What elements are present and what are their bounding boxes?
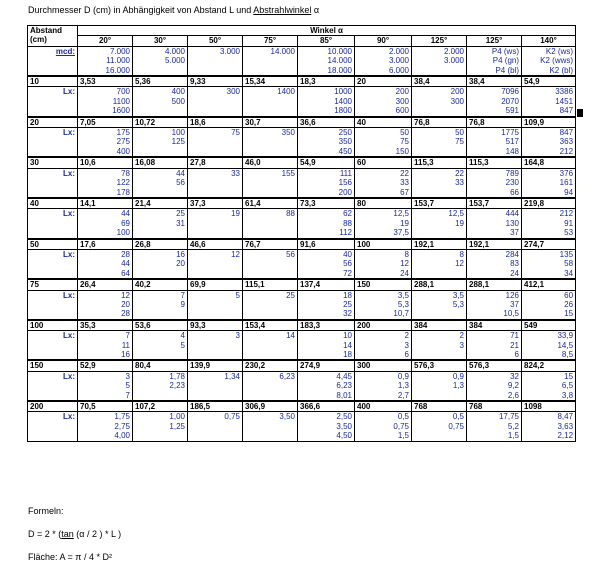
lx-label: Lx: xyxy=(28,290,78,320)
diameter-value: 10,72 xyxy=(133,117,188,128)
lux-value: 126 37 10,5 xyxy=(467,290,522,320)
diameter-value: 20 xyxy=(355,76,412,87)
lx-label: Lx: xyxy=(28,371,78,401)
title-link: Abstrahlwinkel xyxy=(253,5,312,15)
diameter-value: 18,3 xyxy=(298,76,355,87)
diameter-value: 549 xyxy=(522,320,576,331)
lx-label: Lx: xyxy=(28,412,78,441)
distance-label: 150 xyxy=(28,360,78,371)
diameter-formula-suffix: (α / 2 ) * L ) xyxy=(73,529,122,539)
diameter-value: 91,6 xyxy=(298,239,355,250)
diameter-value: 80 xyxy=(355,198,412,209)
diameter-value: 200 xyxy=(355,320,412,331)
diameter-value: 80,4 xyxy=(133,360,188,371)
diameter-value: 76,7 xyxy=(243,239,298,250)
lux-value: 175 275 400 xyxy=(78,128,133,158)
abstand-header: Abstand (cm) xyxy=(28,26,78,47)
winkel-header: Winkel α xyxy=(78,26,576,36)
diameter-value: 54,9 xyxy=(522,76,576,87)
distance-row xyxy=(28,320,576,331)
diameter-value: 40,2 xyxy=(133,279,188,290)
diameter-value: 15,34 xyxy=(243,76,298,87)
diameter-value: 3,53 xyxy=(78,76,133,87)
distance-label: 20 xyxy=(28,117,78,128)
diameter-value: 824,2 xyxy=(522,360,576,371)
distance-row xyxy=(28,279,576,290)
diameter-value: 46,6 xyxy=(188,239,243,250)
lux-value: 22 33 xyxy=(412,168,467,198)
lx-label: Lx: xyxy=(28,168,78,198)
mcd-value: P4 (ws) P4 (gn) P4 (bl) xyxy=(467,46,522,76)
lux-value: 18 25 32 xyxy=(298,290,355,320)
lux-value: 400 500 xyxy=(133,87,188,117)
diameter-value: 17,6 xyxy=(78,239,133,250)
lux-value: 44 69 100 xyxy=(78,209,133,239)
diameter-value: 60 xyxy=(355,157,412,168)
lux-value: 4,45 6,23 8,01 xyxy=(298,371,355,401)
diameter-value: 40 xyxy=(355,117,412,128)
diameter-value: 153,4 xyxy=(243,320,298,331)
lux-value: 8 12 xyxy=(412,249,467,279)
diameter-value: 76,8 xyxy=(412,117,467,128)
diameter-value: 768 xyxy=(412,401,467,412)
tan-word: tan xyxy=(61,529,74,539)
diameter-value: 53,6 xyxy=(133,320,188,331)
lux-value: 200 300 600 xyxy=(355,87,412,117)
lux-value: 14 xyxy=(243,331,298,361)
diameter-value: 73,3 xyxy=(298,198,355,209)
lux-row xyxy=(28,168,576,198)
diameter-value: 384 xyxy=(467,320,522,331)
lux-value: 8,47 3,63 2,12 xyxy=(522,412,576,441)
lux-value: 300 xyxy=(188,87,243,117)
distance-row xyxy=(28,117,576,128)
lux-value: 284 83 24 xyxy=(467,249,522,279)
diameter-value: 153,7 xyxy=(412,198,467,209)
diameter-value: 153,7 xyxy=(467,198,522,209)
table-header-row-winkel xyxy=(28,26,576,36)
diameter-value: 230,2 xyxy=(243,360,298,371)
lux-value: 100 125 xyxy=(133,128,188,158)
diameter-value: 115,1 xyxy=(243,279,298,290)
diameter-value: 274,9 xyxy=(298,360,355,371)
diameter-value: 9,33 xyxy=(188,76,243,87)
lux-value: 0,5 0,75 1,5 xyxy=(355,412,412,441)
diameter-value: 46,0 xyxy=(243,157,298,168)
lux-value: 135 58 34 xyxy=(522,249,576,279)
diameter-value: 93,3 xyxy=(188,320,243,331)
diameter-value: 18,6 xyxy=(188,117,243,128)
lux-value: 1775 517 148 xyxy=(467,128,522,158)
distance-row xyxy=(28,239,576,250)
lux-value: 44 56 xyxy=(133,168,188,198)
diameter-value: 76,8 xyxy=(467,117,522,128)
diameter-value: 192,1 xyxy=(412,239,467,250)
angle-header: 75° xyxy=(243,36,298,46)
lux-value: 12 20 28 xyxy=(78,290,133,320)
diameter-value: 576,3 xyxy=(412,360,467,371)
lux-value: 350 xyxy=(243,128,298,158)
diameter-value: 115,3 xyxy=(412,157,467,168)
lux-value: 1,75 2,75 4,00 xyxy=(78,412,133,441)
lux-value: 2 3 xyxy=(412,331,467,361)
lux-value: 1,78 2,23 xyxy=(133,371,188,401)
lux-row xyxy=(28,128,576,158)
title-symbol: α xyxy=(313,5,320,15)
diameter-formula xyxy=(28,529,121,539)
lux-value: 0,5 0,75 xyxy=(412,412,467,441)
lux-row xyxy=(28,412,576,441)
diameter-value: 164,8 xyxy=(522,157,576,168)
diameter-value: 274,7 xyxy=(522,239,576,250)
distance-label: 100 xyxy=(28,320,78,331)
lux-value: 22 33 67 xyxy=(355,168,412,198)
lux-value: 12,5 19 xyxy=(412,209,467,239)
lux-value: 444 130 37 xyxy=(467,209,522,239)
area-formula: Fläche: A = π / 4 * D² xyxy=(28,552,112,562)
lux-value: 1,00 1,25 xyxy=(133,412,188,441)
lux-row xyxy=(28,209,576,239)
diameter-value: 38,4 xyxy=(412,76,467,87)
diameter-value: 139,9 xyxy=(188,360,243,371)
diameter-value: 10,6 xyxy=(78,157,133,168)
diameter-value: 61,4 xyxy=(243,198,298,209)
diameter-value: 52,9 xyxy=(78,360,133,371)
lux-value: 3 xyxy=(188,331,243,361)
diameter-value: 288,1 xyxy=(467,279,522,290)
lx-label: Lx: xyxy=(28,249,78,279)
mcd-value: 10.000 14.000 18.000 xyxy=(298,46,355,76)
angle-header: 30° xyxy=(133,36,188,46)
lux-value: 19 xyxy=(188,209,243,239)
angle-header: 125° xyxy=(467,36,522,46)
lux-value: 1,34 xyxy=(188,371,243,401)
lux-value: 6,23 xyxy=(243,371,298,401)
mcd-value: 2.000 3.000 xyxy=(412,46,467,76)
lux-value: 50 75 xyxy=(412,128,467,158)
mcd-value: 3.000 xyxy=(188,46,243,76)
diameter-value: 150 xyxy=(355,279,412,290)
diameter-value: 109,9 xyxy=(522,117,576,128)
distance-label: 200 xyxy=(28,401,78,412)
diameter-table xyxy=(27,25,576,442)
angle-header: 50° xyxy=(188,36,243,46)
lux-value: 0,9 1,3 xyxy=(412,371,467,401)
lux-value: 60 26 15 xyxy=(522,290,576,320)
diameter-value: 288,1 xyxy=(412,279,467,290)
black-marker xyxy=(577,109,583,117)
lux-value: 4 5 xyxy=(133,331,188,361)
lux-value: 78 122 178 xyxy=(78,168,133,198)
lux-value: 50 75 150 xyxy=(355,128,412,158)
distance-row xyxy=(28,401,576,412)
diameter-value: 70,5 xyxy=(78,401,133,412)
angle-header: 140° xyxy=(522,36,576,46)
lx-label: Lx: xyxy=(28,87,78,117)
diameter-value: 14,1 xyxy=(78,198,133,209)
diameter-value: 219,8 xyxy=(522,198,576,209)
mcd-value: 2.000 3.000 6.000 xyxy=(355,46,412,76)
lux-value: 16 20 xyxy=(133,249,188,279)
title-prefix: Durchmesser D (cm) in Abhängigkeit von Abstand L und xyxy=(28,5,254,15)
diameter-value: 183,3 xyxy=(298,320,355,331)
mcd-value: 4.000 5.000 xyxy=(133,46,188,76)
mcd-value: 7.000 11.000 16.000 xyxy=(78,46,133,76)
mcd-value: K2 (ws) K2 (wws) K2 (bl) xyxy=(522,46,576,76)
distance-label: 75 xyxy=(28,279,78,290)
lux-value: 376 161 94 xyxy=(522,168,576,198)
lux-row xyxy=(28,87,576,117)
diameter-value: 300 xyxy=(355,360,412,371)
distance-label: 40 xyxy=(28,198,78,209)
diameter-value: 576,3 xyxy=(467,360,522,371)
distance-label: 10 xyxy=(28,76,78,87)
diameter-value: 27,8 xyxy=(188,157,243,168)
lux-value: 847 363 212 xyxy=(522,128,576,158)
lux-value: 71 21 6 xyxy=(467,331,522,361)
distance-label: 50 xyxy=(28,239,78,250)
lux-value: 3,5 5,3 xyxy=(412,290,467,320)
diameter-value: 137,4 xyxy=(298,279,355,290)
lux-value: 3 5 7 xyxy=(78,371,133,401)
diameter-value: 366,6 xyxy=(298,401,355,412)
mcd-value: 14.000 xyxy=(243,46,298,76)
lux-value: 2 3 6 xyxy=(355,331,412,361)
angle-header: 85° xyxy=(298,36,355,46)
lux-value: 3386 1451 847 xyxy=(522,87,576,117)
mcd-row xyxy=(28,46,576,76)
lux-value: 15 6,5 3,8 xyxy=(522,371,576,401)
lux-value: 700 1100 1600 xyxy=(78,87,133,117)
lux-value: 25 31 xyxy=(133,209,188,239)
diameter-value: 26,8 xyxy=(133,239,188,250)
diameter-value: 192,1 xyxy=(467,239,522,250)
distance-row xyxy=(28,157,576,168)
angle-header: 125° xyxy=(412,36,467,46)
diameter-value: 7,05 xyxy=(78,117,133,128)
lux-value: 789 230 66 xyxy=(467,168,522,198)
lux-value: 88 xyxy=(243,209,298,239)
lux-value: 62 88 112 xyxy=(298,209,355,239)
lux-value: 3,5 5,3 10,7 xyxy=(355,290,412,320)
lux-value: 7 9 xyxy=(133,290,188,320)
lux-value: 40 56 72 xyxy=(298,249,355,279)
lux-value: 250 350 450 xyxy=(298,128,355,158)
diameter-value: 36,6 xyxy=(298,117,355,128)
diameter-formula-prefix: D = 2 * ( xyxy=(28,529,62,539)
angle-header-row xyxy=(28,36,576,46)
lux-row xyxy=(28,249,576,279)
lux-value: 8 12 24 xyxy=(355,249,412,279)
lux-value: 12 xyxy=(188,249,243,279)
distance-row xyxy=(28,198,576,209)
lux-value: 2,50 3,50 4,50 xyxy=(298,412,355,441)
diameter-value: 37,3 xyxy=(188,198,243,209)
lx-label: Lx: xyxy=(28,128,78,158)
lux-value: 0,9 1,3 2,7 xyxy=(355,371,412,401)
lux-value: 155 xyxy=(243,168,298,198)
lux-value: 75 xyxy=(188,128,243,158)
lux-row xyxy=(28,371,576,401)
diameter-value: 306,9 xyxy=(243,401,298,412)
lux-value: 5 xyxy=(188,290,243,320)
diameter-value: 30,7 xyxy=(243,117,298,128)
lux-value: 7 11 16 xyxy=(78,331,133,361)
diameter-value: 5,36 xyxy=(133,76,188,87)
distance-row xyxy=(28,76,576,87)
diameter-value: 186,5 xyxy=(188,401,243,412)
lux-row xyxy=(28,290,576,320)
lux-value: 200 300 xyxy=(412,87,467,117)
mcd-label: mcd: xyxy=(28,46,78,76)
diameter-value: 38,4 xyxy=(467,76,522,87)
diameter-value: 21,4 xyxy=(133,198,188,209)
lux-value: 1400 xyxy=(243,87,298,117)
angle-header: 90° xyxy=(355,36,412,46)
lux-value: 32 9,2 2,6 xyxy=(467,371,522,401)
lux-value: 33,9 14,5 8,5 xyxy=(522,331,576,361)
lux-value: 33 xyxy=(188,168,243,198)
lux-value: 25 xyxy=(243,290,298,320)
lx-label: Lx: xyxy=(28,209,78,239)
lux-value: 17,75 5,2 1,5 xyxy=(467,412,522,441)
lux-value: 3,50 xyxy=(243,412,298,441)
diameter-value: 115,3 xyxy=(467,157,522,168)
diameter-value: 1098 xyxy=(522,401,576,412)
lux-value: 12,5 19 37,5 xyxy=(355,209,412,239)
diameter-value: 384 xyxy=(412,320,467,331)
lx-label: Lx: xyxy=(28,331,78,361)
lux-value: 1000 1400 1800 xyxy=(298,87,355,117)
diameter-value: 100 xyxy=(355,239,412,250)
lux-value: 212 91 53 xyxy=(522,209,576,239)
diameter-value: 400 xyxy=(355,401,412,412)
lux-value: 10 14 18 xyxy=(298,331,355,361)
diameter-value: 412,1 xyxy=(522,279,576,290)
lux-value: 56 xyxy=(243,249,298,279)
distance-label: 30 xyxy=(28,157,78,168)
formulas-heading: Formeln: xyxy=(28,506,64,516)
distance-row xyxy=(28,360,576,371)
lux-row xyxy=(28,331,576,361)
angle-header: 20° xyxy=(78,36,133,46)
diameter-value: 16,08 xyxy=(133,157,188,168)
lux-value: 7096 2070 591 xyxy=(467,87,522,117)
lux-value: 28 44 64 xyxy=(78,249,133,279)
lux-value: 111 156 200 xyxy=(298,168,355,198)
document-title xyxy=(28,5,319,15)
diameter-value: 26,4 xyxy=(78,279,133,290)
diameter-value: 107,2 xyxy=(133,401,188,412)
lux-value: 0,75 xyxy=(188,412,243,441)
diameter-value: 768 xyxy=(467,401,522,412)
diameter-value: 54,9 xyxy=(298,157,355,168)
diameter-value: 35,3 xyxy=(78,320,133,331)
diameter-value: 69,9 xyxy=(188,279,243,290)
